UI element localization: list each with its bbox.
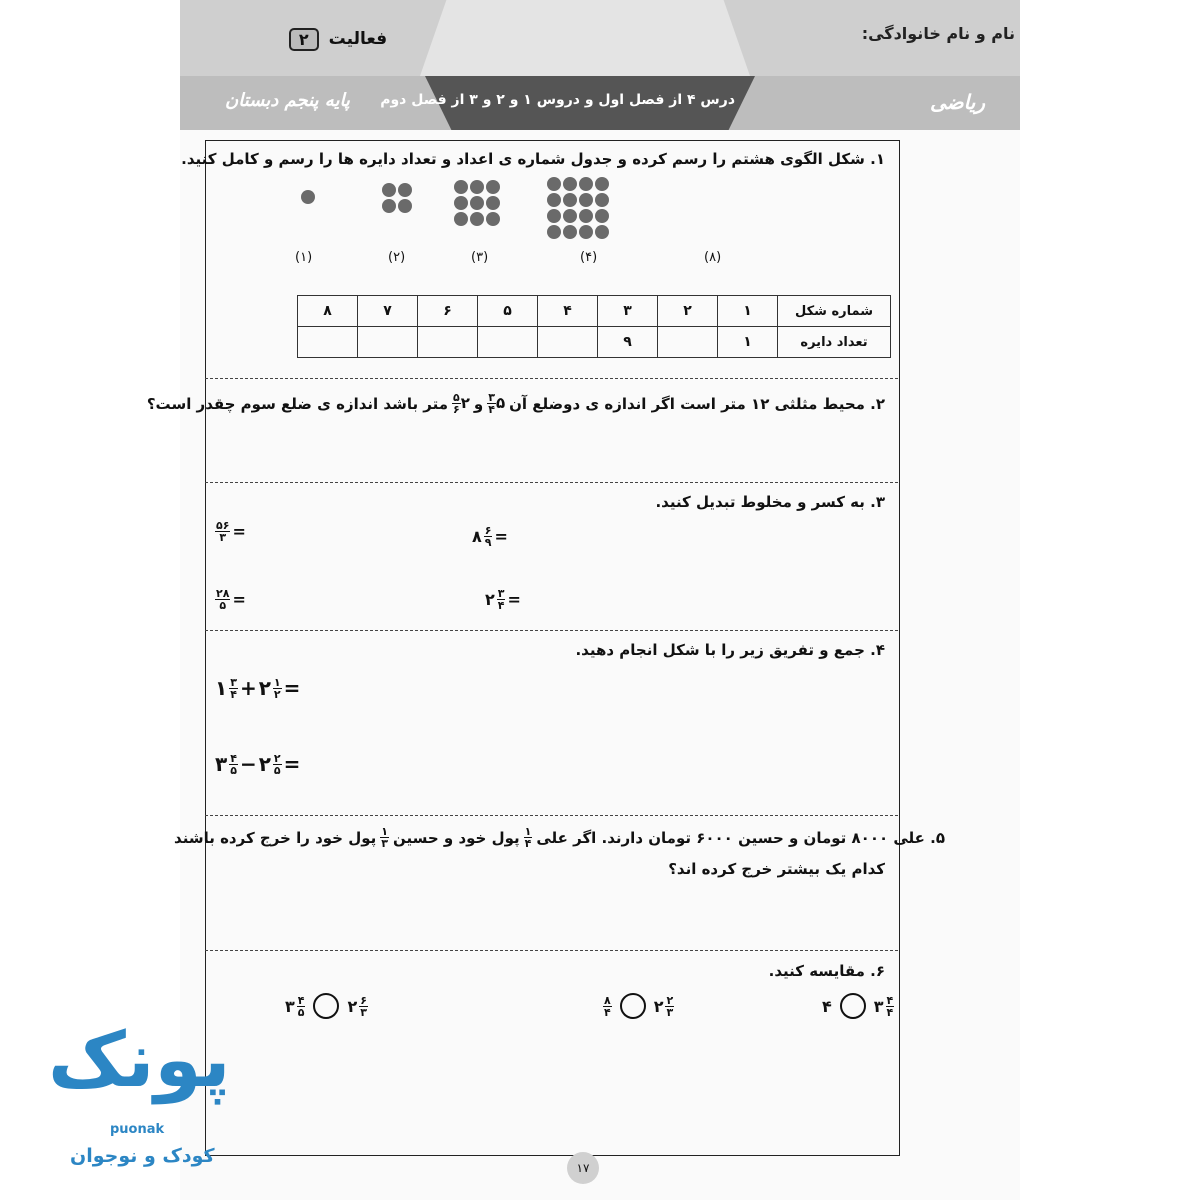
comparison-item: ۳ $\frac{۴}{۵}$ ۲ $\frac{۶}{۳}$ bbox=[285, 993, 367, 1019]
comparison-item: $\frac{۸}{۴}$ ۲ $\frac{۲}{۳}$ bbox=[604, 993, 674, 1019]
table-cell[interactable] bbox=[658, 327, 718, 358]
pattern-table bbox=[297, 295, 891, 358]
activity-label: فعالیت bbox=[328, 29, 388, 49]
figure-label-1: (۱) bbox=[295, 250, 313, 265]
question-3-text: ۳. به کسر و مخلوط تبدیل کنید. bbox=[655, 493, 885, 511]
table-cell[interactable] bbox=[358, 327, 418, 358]
table-cell: ۷ bbox=[358, 296, 418, 327]
pattern-figure-3 bbox=[454, 180, 500, 226]
table-cell[interactable] bbox=[298, 327, 358, 358]
divider bbox=[205, 378, 898, 379]
student-name-label: نام و نام خانوادگی: bbox=[861, 24, 1015, 43]
header-top-center-panel bbox=[420, 0, 750, 76]
addition-expression: ۱ $\frac{۳}{۴}$ + ۲ $\frac{۱}{۲}$ = bbox=[215, 675, 301, 701]
lesson-range: درس ۴ از فصل اول و دروس ۱ و ۲ و ۳ از فصل دوم bbox=[380, 92, 735, 108]
question-5-text: ۵. علی ۸۰۰۰ تومان و حسین ۶۰۰۰ تومان دارند. اگر علی $\frac{۱}{۴}$ پول خود و حسین $\frac{۱}{۳}$ پول خود را خرج کرده باشند bbox=[174, 825, 945, 850]
figure-label-3: (۳) bbox=[471, 250, 489, 265]
table-cell: ۳ bbox=[598, 296, 658, 327]
question-4-text: ۴. جمع و تفریق زیر را با شکل انجام دهید. bbox=[575, 641, 885, 659]
logo-brand: پونک bbox=[48, 1015, 231, 1104]
activity-badge bbox=[278, 23, 398, 55]
table-cell[interactable]: ۱ bbox=[718, 327, 778, 358]
figure-label-2: (۲) bbox=[388, 250, 406, 265]
figure-label-8: (۸) bbox=[704, 250, 722, 265]
conversion-item: $\frac{۵۶}{۳}$ = bbox=[216, 519, 246, 544]
question-6-text: ۶. مقایسه کنید. bbox=[768, 962, 885, 980]
subtraction-expression: ۳ $\frac{۴}{۵}$ − ۲ $\frac{۲}{۵}$ = bbox=[215, 751, 301, 777]
table-cell: ۲ bbox=[658, 296, 718, 327]
divider bbox=[205, 950, 898, 951]
conversion-item: $\frac{۲۸}{۵}$ = bbox=[216, 587, 246, 612]
logo-tagline: کودک و نوجوان bbox=[70, 1145, 215, 1167]
row-header-circle-count: تعداد دایره bbox=[778, 327, 891, 358]
subject-title: ریاضی bbox=[930, 90, 985, 114]
conversion-item: ۸ $\frac{۶}{۹}$ = bbox=[472, 524, 508, 549]
table-cell: ۵ bbox=[478, 296, 538, 327]
pattern-figure-2 bbox=[382, 183, 412, 213]
question-2-text: ۲. محیط مثلثی ۱۲ متر است اگر اندازه ی دوضلع آن ۵ $\frac{۳}{۴}$ و ۲ $\frac{۵}{۶}$ متر باشد اندازه ی ضلع سوم چقدر است؟ bbox=[146, 391, 885, 416]
question-5-line2: کدام یک بیشتر خرج کرده اند؟ bbox=[668, 860, 885, 878]
comparison-item: ۴ ۳ $\frac{۴}{۴}$ bbox=[822, 993, 894, 1019]
table-cell[interactable] bbox=[478, 327, 538, 358]
activity-number: ۲ bbox=[289, 28, 319, 51]
conversion-item: ۲ $\frac{۳}{۴}$ = bbox=[485, 587, 521, 612]
page-number: ۱۷ bbox=[567, 1152, 599, 1184]
logo-latin: puonak bbox=[110, 1122, 165, 1137]
figure-label-4: (۴) bbox=[580, 250, 598, 265]
table-cell: ۸ bbox=[298, 296, 358, 327]
pattern-figure-1 bbox=[301, 190, 315, 204]
table-row bbox=[298, 296, 891, 327]
divider bbox=[205, 630, 898, 631]
table-cell: ۱ bbox=[718, 296, 778, 327]
divider bbox=[205, 815, 898, 816]
puonak-logo bbox=[30, 1010, 240, 1200]
pattern-figure-4 bbox=[547, 177, 609, 239]
table-cell[interactable]: ۹ bbox=[598, 327, 658, 358]
comparison-circle[interactable] bbox=[313, 993, 339, 1019]
table-cell[interactable] bbox=[418, 327, 478, 358]
table-row bbox=[298, 327, 891, 358]
question-1-text: ۱. شکل الگوی هشتم را رسم کرده و جدول شماره ی اعداد و تعداد دایره ها را رسم و کامل کنید. bbox=[181, 150, 885, 168]
table-cell: ۶ bbox=[418, 296, 478, 327]
row-header-figure-number: شماره شکل bbox=[778, 296, 891, 327]
grade-label: پایه پنجم دبستان bbox=[225, 90, 350, 111]
divider bbox=[205, 482, 898, 483]
table-cell: ۴ bbox=[538, 296, 598, 327]
comparison-circle[interactable] bbox=[840, 993, 866, 1019]
comparison-circle[interactable] bbox=[620, 993, 646, 1019]
table-cell[interactable] bbox=[538, 327, 598, 358]
